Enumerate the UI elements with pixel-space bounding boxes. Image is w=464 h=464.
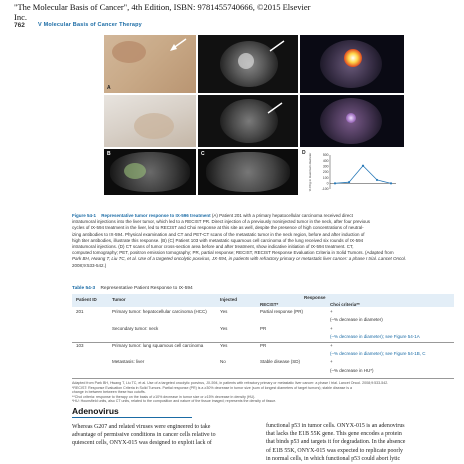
y-tick-label: -100 [321, 187, 329, 192]
table-cell-injected: Yes [220, 309, 228, 314]
body-left-line-2: advantage of permissive conditions in cancer cells relative to [72, 432, 216, 439]
section-rule [72, 417, 192, 418]
table-row [72, 359, 454, 366]
data-point [376, 179, 378, 181]
table-cell-recist: Partial response (PR) [260, 309, 304, 314]
panel-b-ct [104, 149, 196, 195]
table-cell-recist: PR [260, 325, 267, 331]
body-right-line-1: functional p53 in tumor cells. ONYX-015 is an adenovirus [266, 423, 405, 429]
running-head: V Molecular Basis of Cancer Therapy [38, 22, 142, 28]
table-cell-id: 103 [76, 342, 84, 348]
table-cell-choi: (–% decrease in HU*) [330, 367, 374, 373]
table-cell-injected: Yes [220, 325, 228, 331]
figure-54-1 [104, 35, 404, 195]
figure-caption-title: Representative tumor response to IX-596 treatment [101, 213, 211, 218]
table-cell-recist: Stable disease (SD) [260, 359, 301, 365]
y-tick-label: 400 [322, 158, 329, 163]
caption-line-3: cycles of IX-594 treatment in the liver, led to RECIST and Choi response at this site as well, despite the presence of high concentrations of neutral- [72, 225, 364, 231]
table-row [72, 326, 454, 333]
panel-label-a: A [107, 85, 111, 91]
footnote-1: Adapted from Park BH, Hwang T, Liu TC, et al. Use of a targeted oncolytic poxvirus, JX-594, in patients with refractory primary or metastatic liver cancer: a phase I trial. Lancet Oncol. 2008;9:533-542. [72, 381, 389, 385]
data-point [390, 182, 392, 184]
table-caption [72, 286, 193, 291]
header-patient-id: Patient ID [76, 297, 97, 302]
data-point [362, 165, 364, 167]
table-cell-id: 201 [76, 309, 84, 314]
y-tick-label: 500 [322, 153, 329, 158]
table-title: Representative Patient Response to IX-594 [100, 286, 193, 291]
y-axis-label: % Chg in maximum diameter [308, 152, 312, 192]
response-table [72, 294, 454, 378]
body-column-right [266, 422, 454, 463]
running-header [14, 22, 454, 31]
panel-c-ct [198, 149, 298, 195]
document-title [14, 2, 310, 22]
y-tick-label: 300 [322, 164, 329, 169]
y-tick-label: 100 [322, 175, 329, 180]
table-row [72, 351, 454, 358]
data-point [348, 181, 350, 183]
table-row [72, 309, 454, 316]
figure-caption [72, 213, 454, 269]
table-footnotes [72, 381, 454, 404]
body-right-line-2: that lacks the E1B 55K gene. This gene encodes a protein [266, 431, 402, 438]
panel-label-b: B [107, 151, 111, 157]
table-cell-tumor: Primary tumor: hepatocellular carcinoma (HCC) [112, 309, 207, 314]
panel-a-photo [104, 35, 196, 93]
table-cell-choi: + [330, 359, 333, 365]
panel-label-c: C [201, 151, 205, 157]
caption-line-2: intratumoral injections into the liver tumor, which led to a RECIST PR. Direct injection of a previously noninjected tumor in the neck, after four previous [72, 219, 371, 225]
panel-a-photo-after [104, 95, 196, 147]
graph-svg [300, 149, 404, 195]
caption-line-6: intratumoral injections. (D) CT scans of tumor cross-section area before and after treatment, show indicative initiation of IX-594 treatment. CT, [72, 244, 354, 250]
body-left-line-3: quiescent cells, ONYX-015 was designed to exploit lack of [72, 440, 212, 447]
series-line [335, 166, 391, 184]
table-cell-choi: (–% decrease in diameter); see Figure 54-1A [330, 334, 420, 340]
table-row [72, 334, 454, 341]
y-tick-label: 200 [322, 170, 329, 175]
table-row [72, 343, 454, 350]
table-cell-choi: (–% decrease in diameter) [330, 317, 383, 323]
figure-caption-label: Figure 54-1 [72, 213, 97, 218]
table-cell-choi: + [330, 325, 333, 331]
data-point [334, 182, 336, 184]
caption-line-7: computed tomography; PET, positron emission tomography; PR, partial response; RECIST, RECIST Response Evaluation Criteria in Solid Tumors. (Adapted from [72, 250, 394, 256]
panel-a-ct-after [198, 95, 298, 147]
table-cell-choi: + [330, 309, 333, 314]
caption-line-5: high titer antibodies, illustrate this response. (B) (C) Patient 103 with metastatic squamous cell carcinoma of the lung received six rounds of IX-594 [72, 237, 364, 243]
table-cell-choi: + [330, 342, 333, 348]
body-right-line-3: that binds p53 and targets it for degradation. In the absence [266, 439, 406, 446]
table-cell-tumor: Metastasis: liver [112, 359, 145, 365]
body-right-line-4: of E1B 55K, ONYX-015 was expected to replicate poorly [266, 447, 403, 454]
table-label: Table 54-3 [72, 286, 96, 291]
panel-a-ct [198, 35, 298, 93]
table-header [72, 294, 454, 307]
table-bottom-rule [72, 378, 454, 379]
page-number: 762 [14, 22, 25, 29]
section-heading: Adenovirus [72, 406, 119, 416]
body-column-left [72, 423, 258, 448]
body-left-line-1: Whereas G207 and related viruses were engineered to take [72, 424, 211, 430]
panel-a-pet [300, 35, 404, 93]
table-cell-recist: PR [260, 342, 267, 348]
table-row [72, 368, 454, 375]
caption-line-8: Park BH, Hwang T, Liu TC, et al. Use of a targeted oncolytic poxvirus, JX-594, in patients with refractory primary or metastatic liver cancer: a phase I trial. Lancet Oncol. [72, 256, 406, 262]
header-injected: Injected [220, 297, 238, 302]
table-cell-injected: No [220, 359, 226, 365]
table-cell-choi: (–% decrease in diameter); see Figure 54-1B, C [330, 351, 426, 356]
header-tumor: Tumor [112, 297, 126, 302]
body-right-line-5: in normal cells, in which functional p53 could abort lytic [266, 455, 401, 462]
header-response: Response [304, 295, 326, 300]
panel-a-pet-after [300, 95, 404, 147]
caption-line-1: (A) Patient 201 with a primary hepatocellular carcinoma received direct [210, 213, 353, 218]
table-cell-injected: Yes [220, 342, 228, 348]
table-cell-tumor: Primary tumor: lung squamous cell carcinoma [112, 342, 204, 348]
footnote-2: *RECIST: Response Evaluation Criteria in Solid Tumors. Partial response (PR) is a ≥30% decrease in tumor size (sum of longest diameters of target tumors); stable disease is a [72, 385, 353, 390]
y-tick-label: 0 [326, 181, 329, 186]
table-row [72, 317, 454, 324]
footnote-4: **Choi criteria: response to therapy on the basis of ≥10% decrease in tumor size or ≥15% decrease in density (HU). [72, 394, 256, 399]
document-title-line-1: "The Molecular Basis of Cancer", 4th Edition, ISBN: 9781455740666, ©2015 Elsevier [14, 2, 311, 12]
caption-line-9: 2008;9:533-542.) [72, 262, 107, 268]
table-cell-tumor: Secondary tumor: neck [112, 325, 159, 331]
caption-line-4: izing antibodies to IX-594. Physical examination and CT and PET-CT scans of the metastatic tumor in the neck region, before and after induction of [72, 231, 365, 237]
header-recist: RECIST* [260, 302, 279, 307]
footnote-3: change in between between these two cutoffs. [72, 390, 146, 395]
header-choi: Choi criteria** [330, 302, 360, 307]
document-title-line-2: Inc. [14, 12, 27, 22]
panel-d-graph [300, 149, 404, 195]
footnote-5: *HU: Hounsfield units, also CT units, related to the composition and nature of the tissue imaged; represents the density of tissue. [72, 399, 277, 404]
panel-label-d: D [302, 150, 306, 156]
